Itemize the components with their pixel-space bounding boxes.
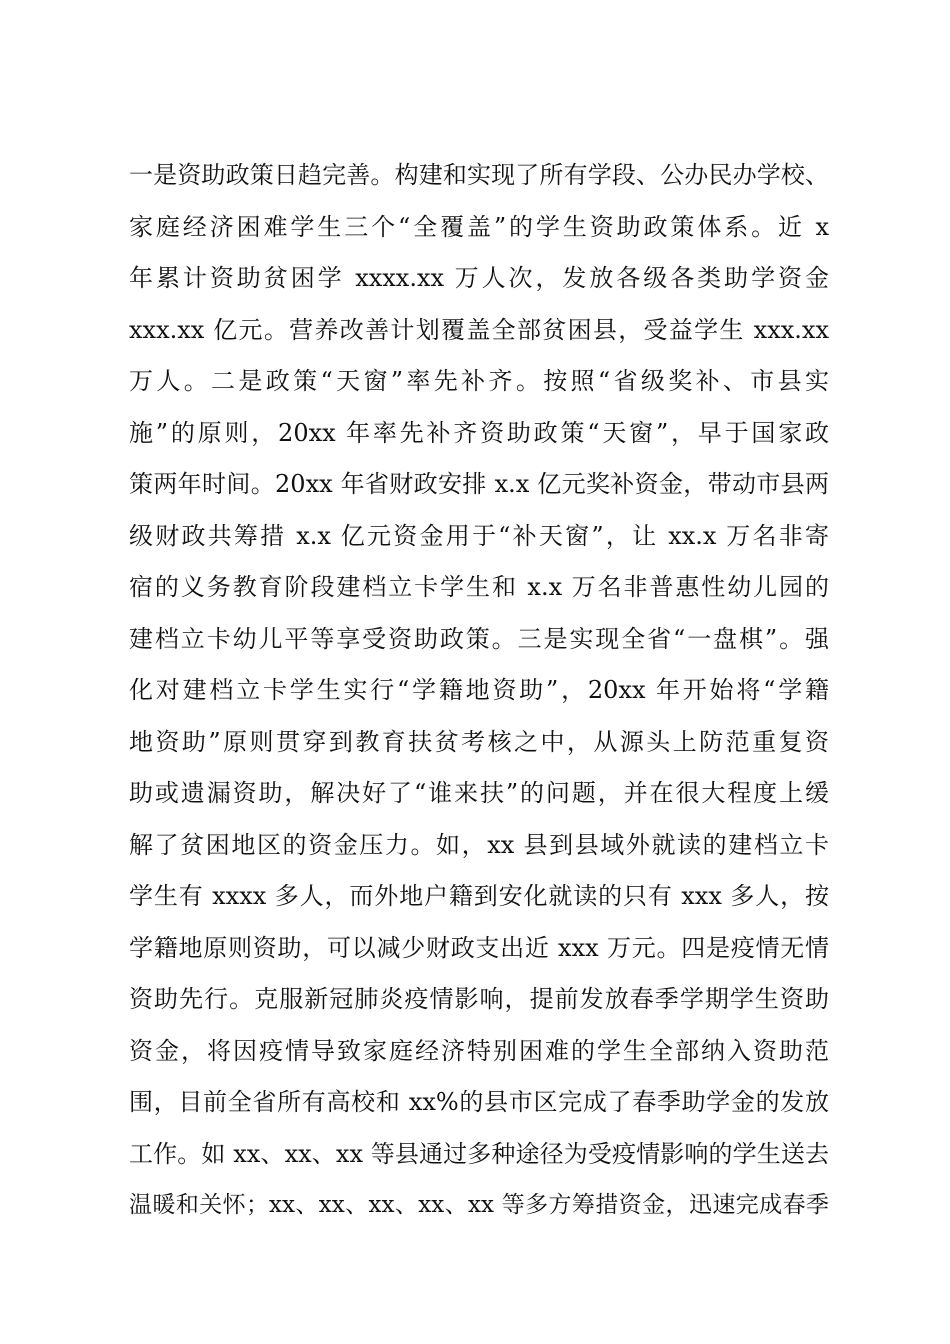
text-line-2: 家庭经济困难学生三个“全覆盖”的学生资助政策体系。近 x xyxy=(129,212,829,241)
body-paragraph xyxy=(129,150,829,1232)
text-line-4: xxx.xx 亿元。营养改善计划覆盖全部贫困县，受益学生 xxx.xx xyxy=(129,315,829,344)
text-line-7: 策两年时间。20xx 年省财政安排 x.x 亿元奖补资金，带动市县两 xyxy=(129,470,829,498)
text-line-1: 一是资助政策日趋完善。构建和实现了所有学段、公办民办学校、 xyxy=(129,161,829,189)
text-line-16: 学籍地原则资助，可以减少财政支出近 xxx 万元。四是疫情无情 xyxy=(129,933,829,962)
text-line-11: 化对建档立卡学生实行“学籍地资助”，20xx 年开始将“学籍 xyxy=(129,676,829,704)
text-line-9: 宿的义务教育阶段建档立卡学生和 x.x 万名非普惠性幼儿园的 xyxy=(129,573,829,601)
text-line-3: 年累计资助贫困学 xxxx.xx 万人次，发放各级各类助学资金 xyxy=(129,264,829,292)
text-line-12: 地资助”原则贯穿到教育扶贫考核之中，从源头上防范重复资 xyxy=(129,727,829,756)
text-line-18: 资金，将因疫情导致家庭经济特别困难的学生全部纳入资助范 xyxy=(129,1036,829,1065)
text-line-15: 学生有 xxxx 多人，而外地户籍到安化就读的只有 xxx 多人，按 xyxy=(129,882,829,910)
text-line-19: 围，目前全省所有高校和 xx%的县市区完成了春季助学金的发放 xyxy=(129,1088,829,1116)
text-line-6: 施”的原则，20xx 年率先补齐资助政策“天窗”，早于国家政 xyxy=(129,418,829,447)
text-line-8: 级财政共筹措 x.x 亿元资金用于“补天窗”，让 xx.x 万名非寄 xyxy=(129,521,829,550)
text-line-5: 万人。二是政策“天窗”率先补齐。按照“省级奖补、市县实 xyxy=(129,367,829,395)
text-line-17: 资助先行。克服新冠肺炎疫情影响，提前发放春季学期学生资助 xyxy=(129,985,829,1013)
text-line-21: 温暖和关怀；xx、xx、xx、xx、xx 等多方筹措资金，迅速完成春季 xyxy=(129,1192,829,1218)
text-line-14: 解了贫困地区的资金压力。如，xx 县到县域外就读的建档立卡 xyxy=(129,830,829,859)
text-line-10: 建档立卡幼儿平等享受资助政策。三是实现全省“一盘棋”。强 xyxy=(129,624,829,653)
text-line-20: 工作。如 xx、xx、xx 等县通过多种途径为受疫情影响的学生送去 xyxy=(129,1139,829,1168)
text-line-13: 助或遗漏资助，解决好了“谁来扶”的问题，并在很大程度上缓 xyxy=(129,779,829,807)
